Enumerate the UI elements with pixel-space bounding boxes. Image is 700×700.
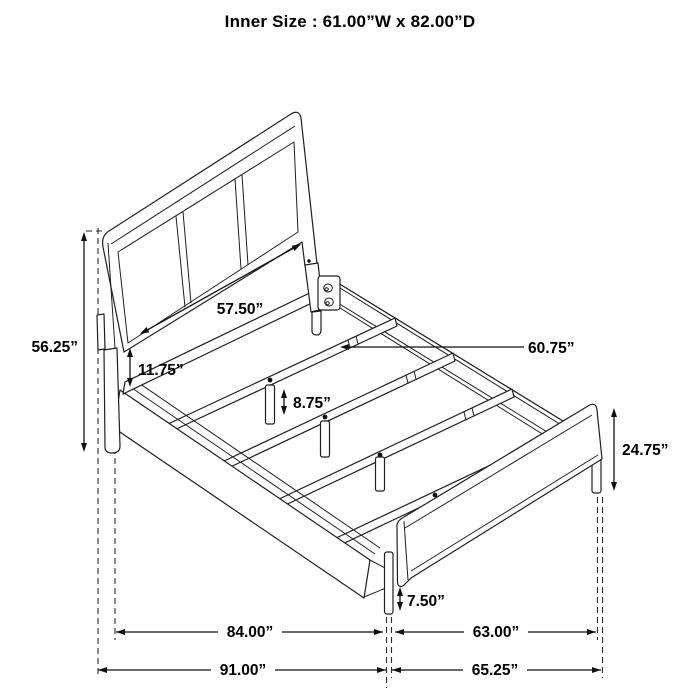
dim-label-headboard-rail-gap: 11.75”: [138, 362, 184, 379]
dim-footboard-clearance: [397, 587, 445, 611]
dim-headboard-height: [31, 232, 87, 452]
dim-footboard-height: [611, 408, 669, 491]
rail-bracket: [318, 276, 340, 310]
dim-slat-support-height: [281, 389, 331, 415]
dim-label-overall-depth: 91.00”: [219, 662, 267, 679]
center-leg-2: [321, 421, 330, 457]
slat-screw-dot: [268, 378, 273, 383]
diagram-title: Inner Size : 61.00”W x 82.00”D: [224, 12, 476, 31]
center-leg-1: [266, 385, 275, 424]
dim-label-overall-width: 65.25”: [471, 662, 519, 679]
slat-2: [222, 353, 455, 470]
dim-footboard-span: [395, 622, 596, 641]
footboard-left-leg: [385, 552, 394, 614]
headboard-left-tab: [97, 314, 105, 350]
dim-label-frame-depth: 84.00”: [226, 624, 274, 641]
slat-1: [168, 318, 397, 432]
dim-label-footboard-clearance: 7.50”: [407, 593, 445, 610]
dim-frame-depth: [116, 622, 383, 641]
dim-slat-length: [340, 340, 575, 357]
dim-overall-width: [392, 660, 601, 679]
dim-overall-depth: [98, 660, 386, 679]
dim-label-slat-length: 60.75”: [528, 340, 575, 357]
headboard-left-leg: [104, 348, 120, 453]
center-leg-3: [376, 457, 385, 491]
dim-label-headboard-height: 56.25”: [31, 339, 78, 356]
dim-label-headboard-panel-width: 57.50”: [216, 301, 264, 318]
dim-label-slat-support-height: 8.75”: [293, 395, 331, 412]
dim-label-footboard-span: 63.00”: [472, 624, 520, 641]
dim-label-footboard-height: 24.75”: [622, 442, 669, 459]
slat-screw-dot: [323, 415, 328, 420]
post-hole: [307, 259, 310, 262]
headboard-right-leg: [312, 311, 321, 335]
